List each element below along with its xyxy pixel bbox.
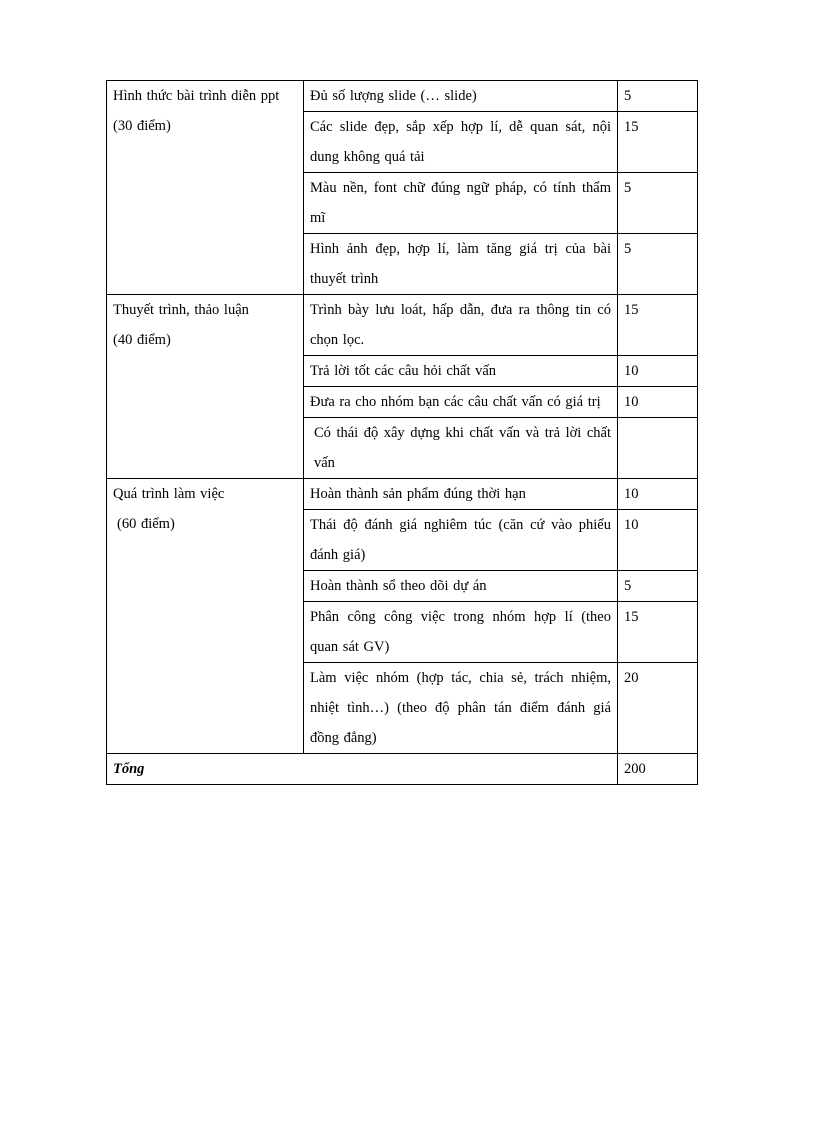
rubric-table	[106, 80, 698, 785]
item-points	[618, 418, 698, 479]
table-row	[107, 479, 698, 510]
item-points: 5	[618, 234, 698, 295]
criterion-max-points: (60 điểm)	[117, 516, 175, 532]
criterion-name: Thuyết trình, thảo luận	[113, 302, 249, 318]
item-points: 10	[618, 510, 698, 571]
item-description: Hoàn thành sổ theo dõi dự án	[304, 571, 618, 602]
item-points: 20	[618, 663, 698, 754]
item-description: Đưa ra cho nhóm bạn các câu chất vấn có giá trị	[304, 387, 618, 418]
total-row	[107, 754, 698, 785]
item-description: Màu nền, font chữ đúng ngữ pháp, có tính thẩm mĩ	[304, 173, 618, 234]
item-description: Thái độ đánh giá nghiêm túc (căn cứ vào phiếu đánh giá)	[304, 510, 618, 571]
item-description: Hình ảnh đẹp, hợp lí, làm tăng giá trị của bài thuyết trình	[304, 234, 618, 295]
item-points: 15	[618, 602, 698, 663]
item-description: Hoàn thành sản phẩm đúng thời hạn	[304, 479, 618, 510]
item-description: Phân công công việc trong nhóm hợp lí (theo quan sát GV)	[304, 602, 618, 663]
item-description: Trả lời tốt các câu hỏi chất vấn	[304, 356, 618, 387]
table-row	[107, 295, 698, 356]
item-description: Các slide đẹp, sắp xếp hợp lí, dễ quan sát, nội dung không quá tải	[304, 112, 618, 173]
item-points: 5	[618, 173, 698, 234]
item-description: Trình bày lưu loát, hấp dẫn, đưa ra thông tin có chọn lọc.	[304, 295, 618, 356]
table-row	[107, 81, 698, 112]
item-description: Có thái độ xây dựng khi chất vấn và trả lời chất vấn	[304, 418, 618, 479]
total-label: Tổng	[107, 754, 618, 785]
item-description: Làm việc nhóm (hợp tác, chia sẻ, trách nhiệm, nhiệt tình…) (theo độ phân tán điểm đánh giá đồng đẳng)	[304, 663, 618, 754]
criterion-max-points: (40 điểm)	[113, 332, 171, 348]
item-points: 5	[618, 571, 698, 602]
criterion-max-points: (30 điểm)	[113, 118, 171, 134]
item-points: 10	[618, 356, 698, 387]
item-points: 15	[618, 112, 698, 173]
criterion-name: Hình thức bài trình diễn ppt	[113, 88, 280, 104]
criterion-name: Quá trình làm việc	[113, 486, 225, 502]
criterion-cell	[107, 81, 304, 295]
item-points: 15	[618, 295, 698, 356]
item-points: 10	[618, 387, 698, 418]
item-description: Đủ số lượng slide (… slide)	[304, 81, 618, 112]
item-points: 5	[618, 81, 698, 112]
item-points: 10	[618, 479, 698, 510]
criterion-cell	[107, 479, 304, 754]
criterion-cell	[107, 295, 304, 479]
total-points: 200	[618, 754, 698, 785]
